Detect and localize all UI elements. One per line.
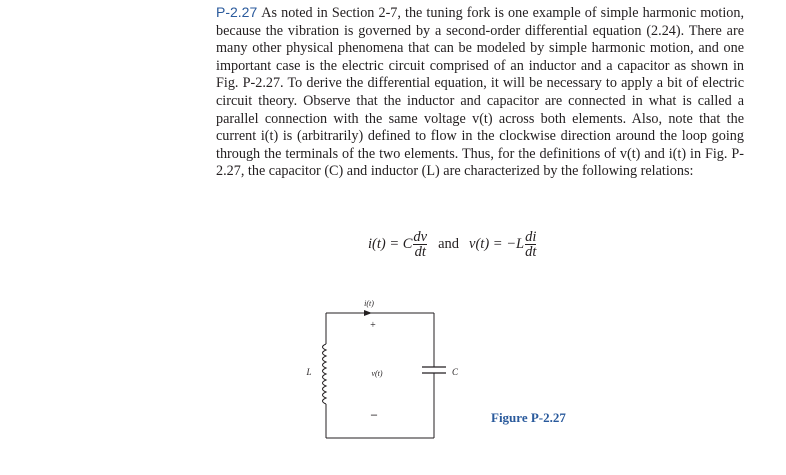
minus-label: – — [371, 407, 377, 421]
fraction-denominator-dt: dt — [414, 243, 426, 260]
fraction-numerator-di: di — [525, 228, 537, 245]
inductor-label: L — [306, 367, 312, 377]
circuit-diagram — [300, 296, 490, 456]
equation — [368, 226, 608, 262]
equation-lhs-capacitor: i(t) = C — [368, 235, 413, 252]
fraction-di-dt — [525, 230, 536, 259]
fraction-dv-dt — [413, 230, 427, 259]
problem-number: P-2.27 — [216, 4, 258, 20]
plus-label: + — [370, 320, 376, 331]
current-label: i(t) — [364, 299, 374, 308]
equation-and: and — [438, 235, 460, 252]
figure-caption: Figure P-2.27 — [491, 410, 566, 425]
problem-statement — [216, 4, 744, 181]
equation-lhs-inductor: v(t) = −L — [469, 235, 525, 252]
current-arrow-icon — [364, 310, 372, 316]
inductor-coil-icon — [323, 344, 327, 404]
fraction-numerator-dv: dv — [413, 228, 428, 245]
problem-text: As noted in Section 2-7, the tuning fork is one example of simple harmonic motion, because the vibration is governed by a second-order differential equation (2.24). There are many other physical phenomena that can be modeled by simple harmonic motion, and one important case is the electric circuit comprised of an inductor and a capacitor as shown in Fig. P-2.27. To derive the differential equation, it will be necessary to apply a bit of electric circuit theory. Observe that the inductor and capacitor are connected in what is called a parallel connection with the same voltage v(t) across both elements. Also, note that the current i(t) is (arbitrarily) defined to flow in the clockwise direction around the loop going through the terminals of the two elements. Thus, for the definitions of v(t) and i(t) in Fig. P-2.27, the capacitor (C) and inductor (L) are characterized by the following relations: — [216, 5, 744, 180]
fraction-denominator-dt: dt — [525, 243, 537, 260]
voltage-label: v(t) — [371, 369, 383, 378]
capacitor-label: C — [451, 367, 459, 377]
